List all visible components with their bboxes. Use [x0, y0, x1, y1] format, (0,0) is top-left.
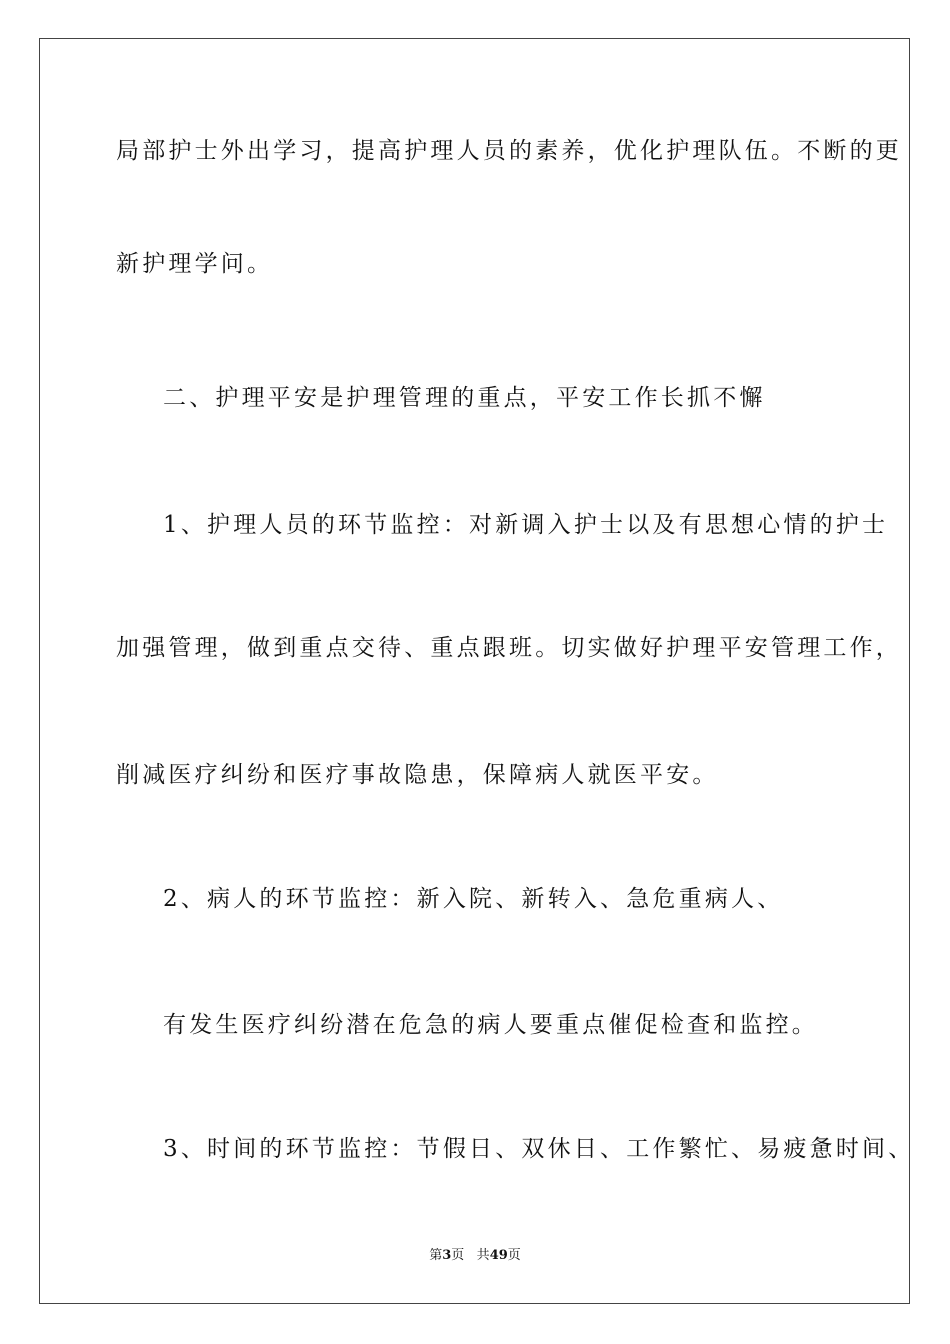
total-suffix: 页	[507, 1248, 521, 1263]
section-heading: 二、护理平安是护理管理的重点，平安工作长抓不懈	[163, 385, 766, 411]
page-suffix: 页	[451, 1248, 465, 1263]
page-footer	[0, 1247, 950, 1265]
paragraph-line-2: 新护理学问。	[116, 251, 274, 277]
paragraph-line-3: 1、护理人员的环节监控：对新调入护士以及有思想心情的护士	[163, 512, 889, 538]
total-pages: 49	[489, 1248, 508, 1263]
paragraph-line-8: 3、时间的环节监控：节假日、双休日、工作繁忙、易疲惫时间、	[163, 1136, 915, 1162]
paragraph-line-5: 削减医疗纠纷和医疗事故隐患，保障病人就医平安。	[116, 762, 719, 788]
page-number: 3	[442, 1248, 452, 1263]
paragraph-line-7: 有发生医疗纠纷潜在危急的病人要重点催促检查和监控。	[163, 1012, 818, 1038]
paragraph-line-4: 加强管理，做到重点交待、重点跟班。切实做好护理平安管理工作，	[116, 635, 902, 661]
paragraph-line-6: 2、病人的环节监控：新入院、新转入、急危重病人、	[163, 886, 784, 912]
paragraph-line-1: 局部护士外出学习，提高护理人员的素养，优化护理队伍。不断的更	[116, 138, 902, 164]
page-border	[39, 38, 910, 1304]
page-prefix: 第	[429, 1248, 443, 1263]
total-prefix: 共	[476, 1248, 490, 1263]
